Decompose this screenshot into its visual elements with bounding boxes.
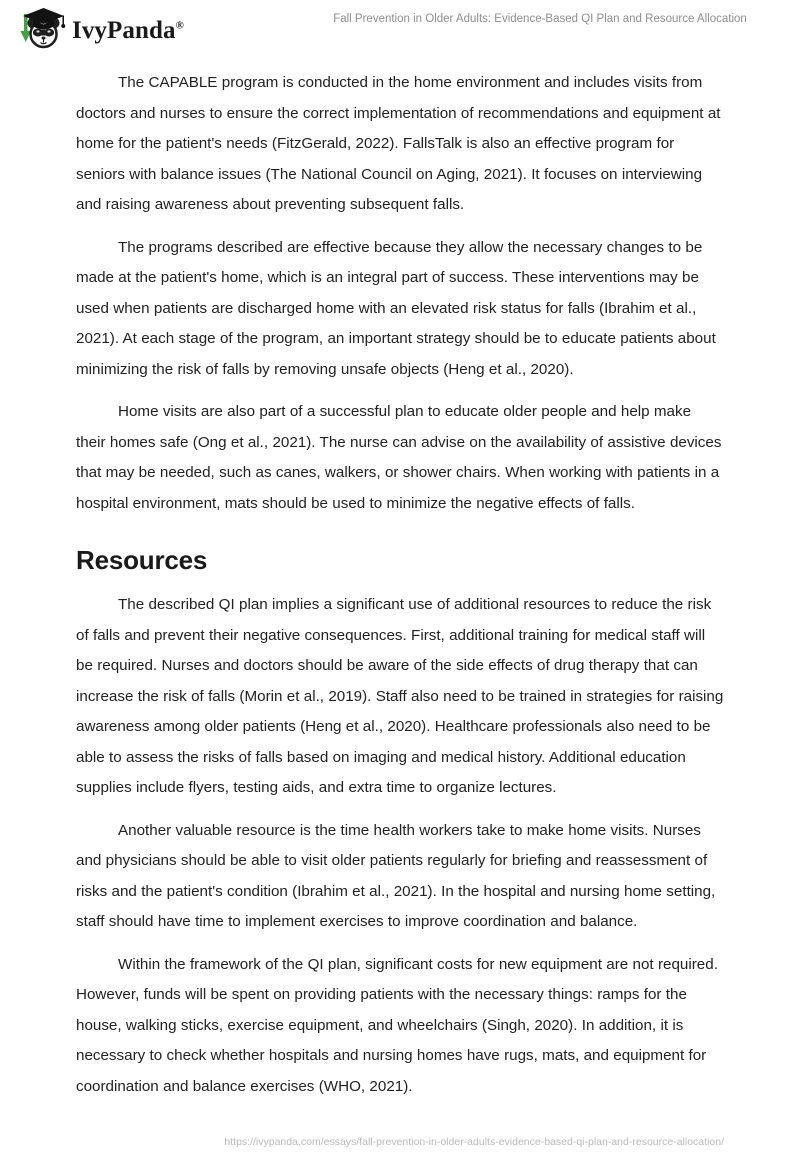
paragraph: The CAPABLE program is conducted in the home environment and includes visits from doctors and nurses to ensure the correct implementation of recommendations and equipment at home for the patient's needs (FitzGerald, 2022). FallsTalk is also an effective program for seniors with balance issues (The National Council on Aging, 2021). It focuses on interviewing and raising awareness about preventing subsequent falls.: [76, 74, 721, 213]
paragraph: The programs described are effective because they allow the necessary changes to be made at the patient's home, which is an integral part of success. These interventions may be used when patients are discharged home with an elevated risk status for falls (Ibrahim et al., 2021). At each stage of the program, an important strategy should be to educate patients about minimizing the risk of falls by removing unsafe objects (Heng et al., 2020).: [76, 238, 716, 378]
paragraph: The described QI plan implies a significant use of additional resources to reduce the risk of falls and prevent their negative consequences. First, additional training for medical staff will be required. Nurses and doctors should be aware of the side effects of drug therapy that can increase the risk of falls (Morin et al., 2019). Staff also need to be trained in strategies for raising awareness among older patients (Heng et al., 2020). Healthcare professionals also need to be able to assess the risks of falls based on imaging and medical history. Additional education supplies include flyers, testing aids, and extra time to organize lectures.: [76, 596, 724, 797]
document-content: [76, 68, 724, 1102]
page-footer: [76, 1132, 724, 1150]
paragraph: Home visits are also part of a successful plan to educate older people and help make their homes safe (Ong et al., 2021). The nurse can advise on the availability of assistive devices that may be needed, such as canes, walkers, or shower chairs. When working with patients in a hospital environment, mats should be used to minimize the negative effects of falls.: [76, 403, 722, 512]
brand-wordmark: [72, 18, 184, 43]
brand-name-text: IvyPanda: [72, 16, 176, 44]
panda-graduate-logo-icon: [14, 6, 66, 52]
source-url-link[interactable]: https://ivypanda.com/essays/fall-prevention-in-older-adults-evidence-based-qi-plan-and-resource-allocation/: [224, 1136, 724, 1148]
paragraph: Another valuable resource is the time health workers take to make home visits. Nurses and physicians should be able to visit older patients regularly for briefing and reassessment of risks and the patient's condition (Ibrahim et al., 2021). In the hospital and nursing home setting, staff should have time to implement exercises to improve coordination and balance.: [76, 821, 716, 931]
document-title: Fall Prevention in Older Adults: Evidence-Based QI Plan and Resource Allocation: [333, 13, 747, 25]
brand-logo[interactable]: [14, 6, 184, 52]
section-heading-resources: Resources: [76, 545, 208, 575]
page-header: [0, 0, 800, 58]
registered-trademark-icon: ®: [175, 19, 184, 32]
paragraph: Within the framework of the QI plan, significant costs for new equipment are not required. However, funds will be spent on providing patients with the necessary things: ramps for the house, walking sticks, exercise equipment, and wheelchairs (Singh, 2020). In addition, it is necessary to check whether hospitals and nursing homes have rugs, mats, and equipment for coordination and balance exercises (WHO, 2021).: [76, 955, 718, 1095]
